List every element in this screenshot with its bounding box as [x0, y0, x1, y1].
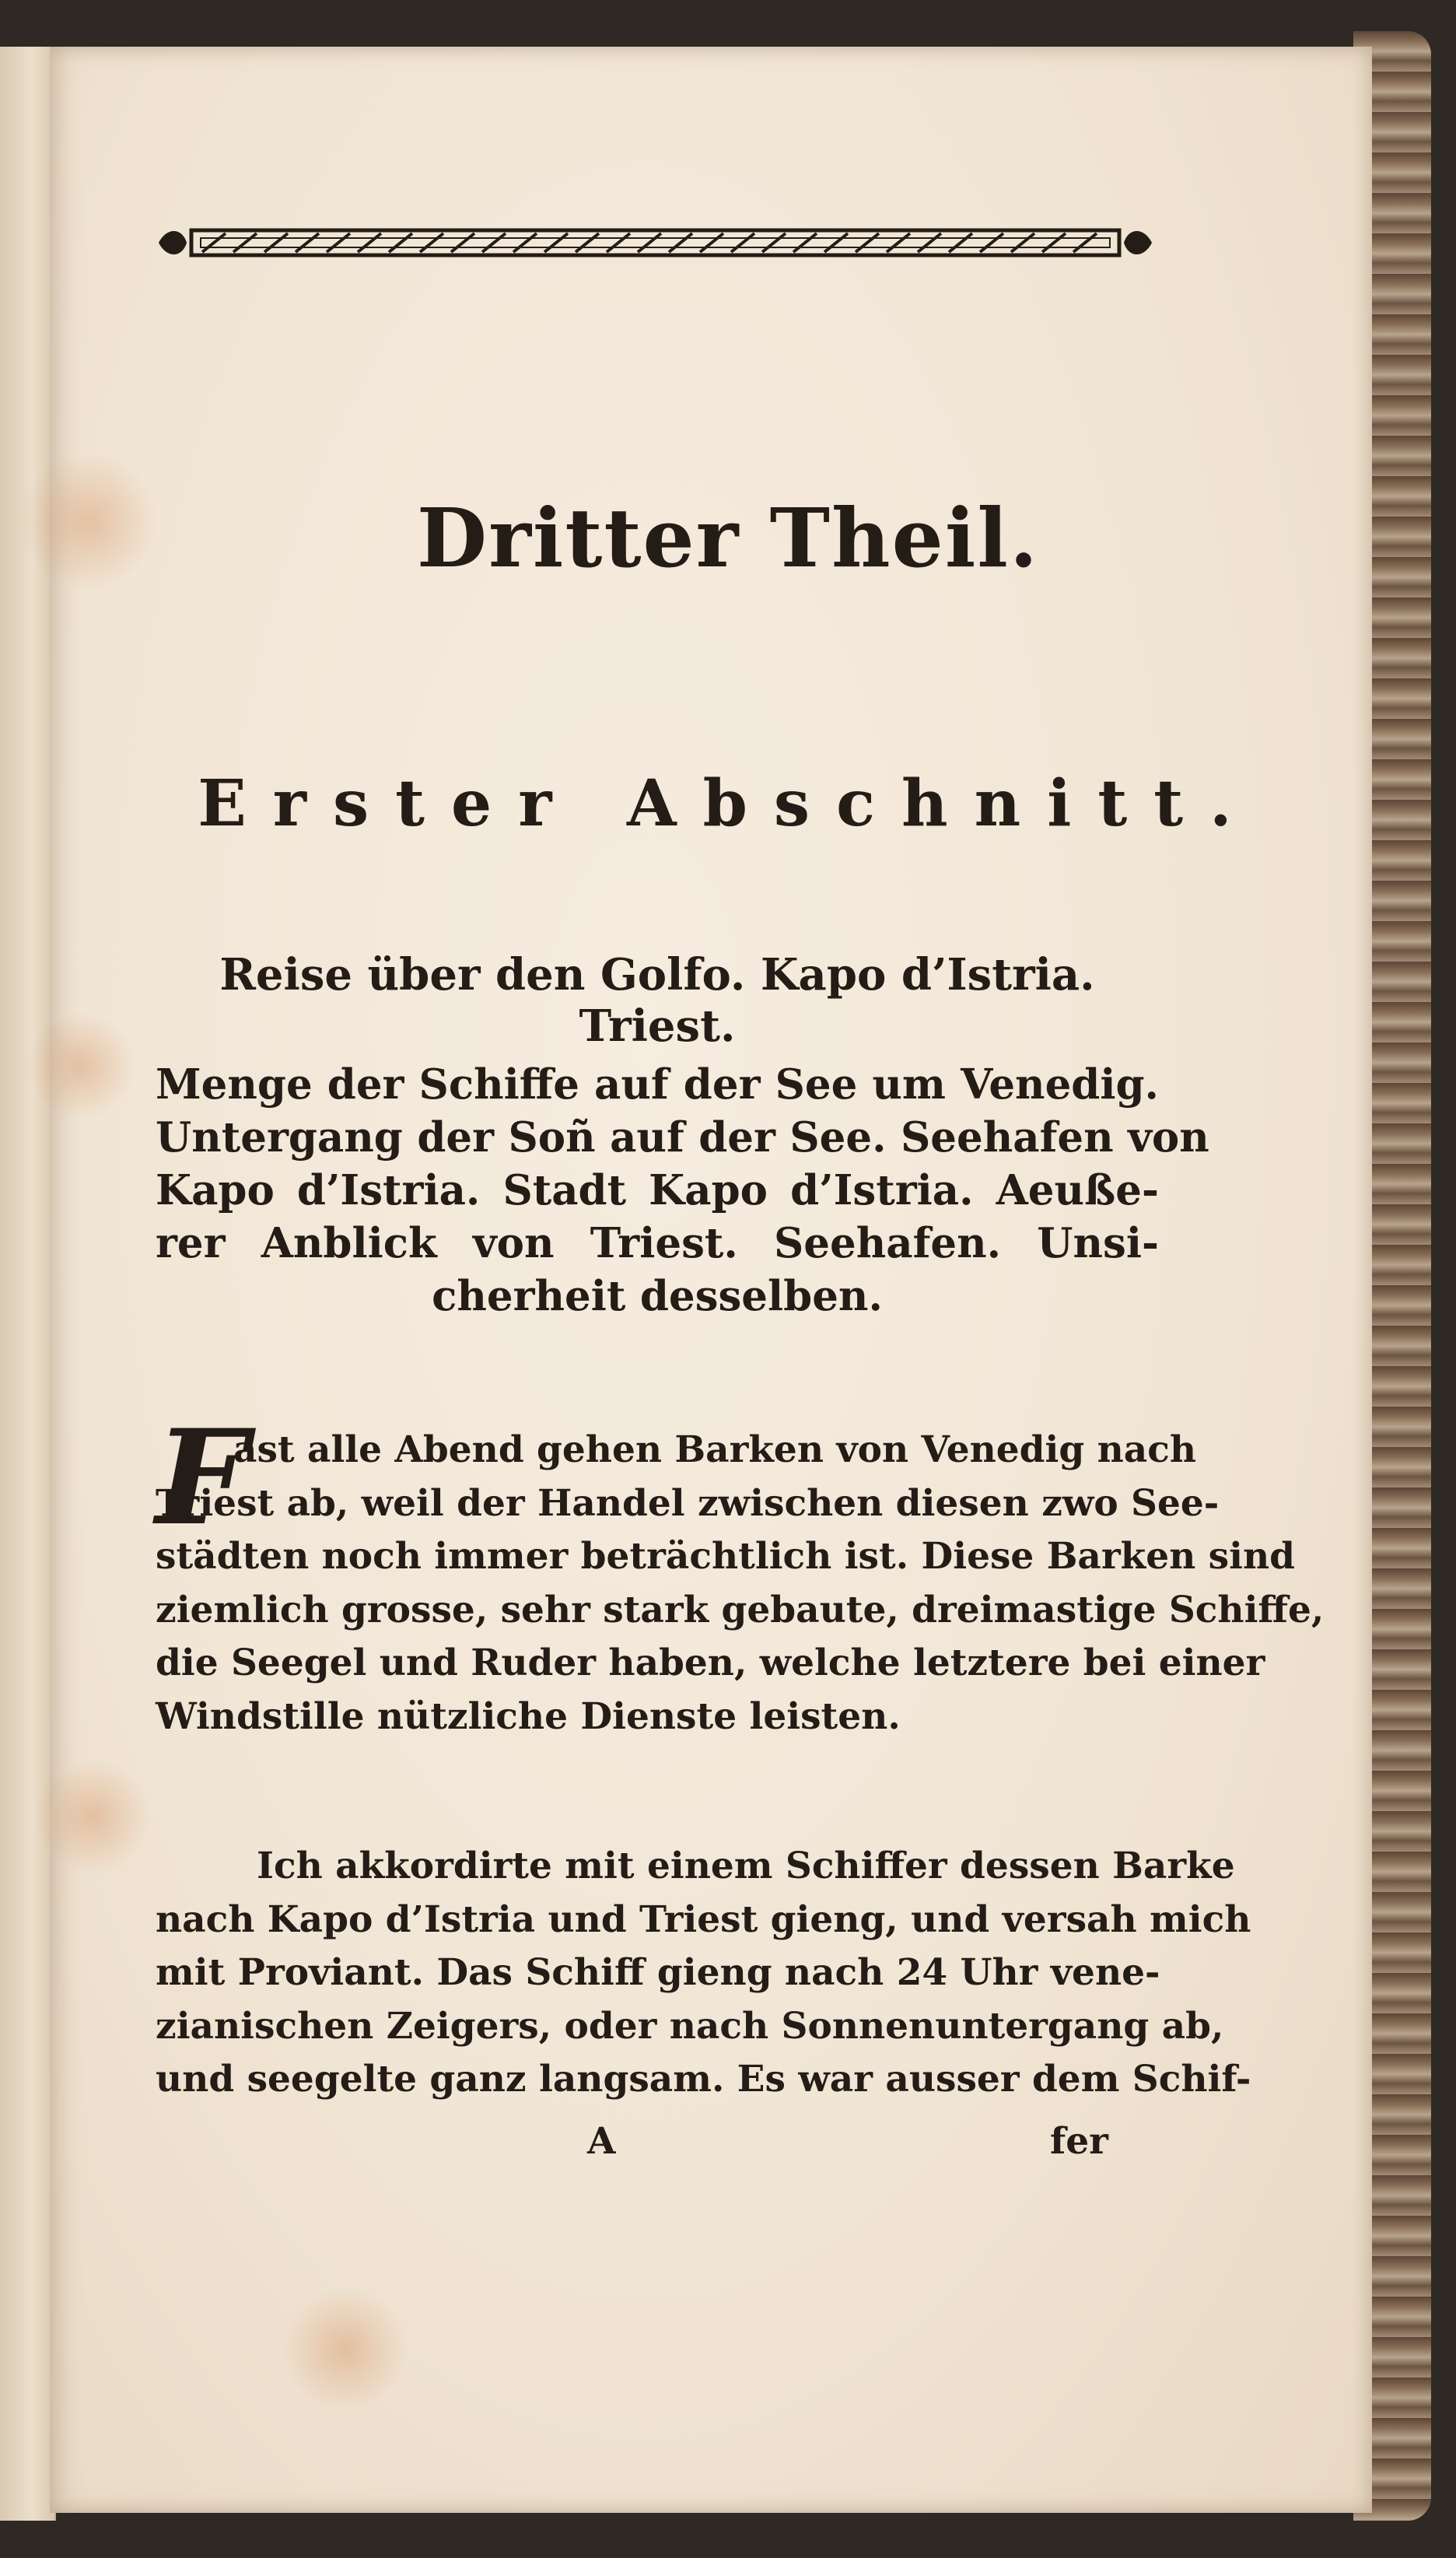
summary-line: rer Anblick von Triest. Seehafen. Unsi-: [156, 1219, 1159, 1267]
foxing-stain: [283, 2287, 408, 2412]
drop-cap: F: [156, 1400, 249, 1554]
paragraph-1: [156, 1424, 1325, 1743]
decorative-rule-ornament: [156, 219, 1155, 266]
text-line: nach Kapo d’Istria und Triest gieng, und versah mich: [156, 1897, 1251, 1941]
signature-mark: A: [587, 2120, 616, 2163]
foxing-stain: [34, 1758, 151, 1875]
catchword: fer: [1050, 2120, 1108, 2163]
facing-page-edge: [0, 47, 56, 2521]
chapter-subtitle: Reise über den Golfo. Kapo d’Istria. Triest.: [219, 949, 1095, 1052]
text-line: städten noch immer beträchtlich ist. Diese Barken sind: [156, 1535, 1295, 1578]
text-line: ast alle Abend gehen Barken von Venedig nach: [233, 1428, 1197, 1471]
foxing-stain: [26, 1011, 135, 1120]
paragraph-2: [156, 1840, 1251, 2107]
text-line: Triest ab, weil der Handel zwischen diesen zwo See-: [156, 1481, 1220, 1525]
chapter-summary: [156, 1058, 1209, 1323]
text-line: und seegelte ganz langsam. Es war ausser dem Schif-: [156, 2058, 1251, 2101]
text-line: zianischen Zeigers, oder nach Sonnenuntergang ab,: [156, 2004, 1224, 2048]
summary-line: Untergang der Soñ auf der See. Seehafen von: [156, 1113, 1209, 1162]
summary-line: Menge der Schiffe auf der See um Venedig.: [156, 1060, 1159, 1109]
text-line: mit Proviant. Das Schiff gieng nach 24 Uhr vene-: [156, 1951, 1160, 1994]
text-line: Ich akkordirte mit einem Schiffer dessen Barke: [257, 1845, 1235, 1887]
summary-line: Kapo d’Istria. Stadt Kapo d’Istria. Aeuße-: [156, 1166, 1159, 1214]
text-line: die Seegel und Ruder haben, welche letztere bei einer: [156, 1642, 1265, 1684]
summary-line: cherheit desselben.: [432, 1272, 883, 1320]
section-heading: Erster Abschnitt.: [198, 766, 1258, 841]
chapter-title: Dritter Theil.: [416, 490, 1040, 586]
text-line: ziemlich grosse, sehr stark gebaute, dreimastige Schiffe,: [156, 1588, 1325, 1631]
text-line: Windstille nützliche Dienste leisten.: [156, 1694, 901, 1738]
